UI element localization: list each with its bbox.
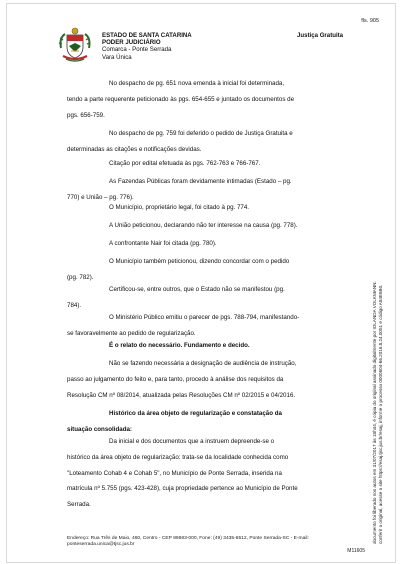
paragraph bbox=[67, 156, 363, 172]
text-line: Citação por edital efetuada às pgs. 762-763 e 766-767. bbox=[109, 160, 261, 167]
district-name: Comarca - Ponte Serrada bbox=[102, 46, 172, 54]
text-line: matrícula nº 5.755 (pgs. 423-428), cuja propriedade pertence ao Município de Ponte bbox=[67, 485, 298, 493]
text-line: se favoravelmente ao pedido de regularização. bbox=[67, 329, 196, 337]
paragraph bbox=[67, 434, 363, 513]
text-line: "Loteamento Cohab 4 e Cohab 5", no Município de Ponte Serrada, inserida na bbox=[67, 469, 282, 477]
side-text bbox=[372, 124, 384, 544]
text-line: passo ao julgamento do feito e, para tanto, procedo à análise dos requisitos da bbox=[67, 375, 284, 383]
page-footer bbox=[67, 536, 367, 554]
text-line: Não se fazendo necessária a designação de audiência de instrução, bbox=[109, 360, 297, 367]
paragraph bbox=[67, 236, 363, 252]
paragraph bbox=[67, 218, 363, 234]
paragraph bbox=[67, 282, 363, 314]
paragraph bbox=[67, 254, 363, 286]
text-line: No despacho de pg. 651 nova emenda à inicial foi determinada, bbox=[109, 80, 285, 87]
text-line: situação consolidada: bbox=[67, 425, 132, 433]
text-line: A União peticionou, declarando não ter interesse na causa (pg. 778). bbox=[109, 222, 298, 229]
text-line: Da inicial e dos documentos que a instruem depreende-se o bbox=[109, 438, 275, 445]
footer-code: M11605 bbox=[347, 548, 365, 554]
text-line: O Município também peticionou, dizendo concordar com o pedido bbox=[109, 258, 290, 265]
sheet-number: fls. 905 bbox=[361, 18, 379, 24]
text-line: histórico da área objeto de regularização: trata-se da localidade conhecida como bbox=[67, 453, 289, 461]
header-lines bbox=[102, 32, 192, 61]
text-line: 784). bbox=[67, 301, 82, 309]
text-line: Certificou-se, entre outros, que o Estado não se manifestou (pg. bbox=[109, 286, 285, 293]
paragraph bbox=[67, 356, 363, 403]
text-line: Histórico da área objeto de regularização e constatação da bbox=[109, 410, 282, 417]
text-line: O Município, proprietário legal, foi citado à pg. 774. bbox=[109, 204, 249, 211]
paragraph bbox=[67, 126, 363, 158]
document-page bbox=[6, 3, 396, 563]
paragraph bbox=[67, 310, 363, 342]
coat-of-arms-icon bbox=[57, 26, 93, 64]
text-line: No despacho de pg. 759 foi deferido o pedido de Justiça Gratuita e bbox=[109, 130, 293, 137]
text-line: (pg. 782). bbox=[67, 273, 94, 281]
paragraph bbox=[67, 76, 363, 123]
document-header bbox=[65, 26, 375, 70]
judiciary-name: PODER JUDICIÁRIO bbox=[102, 39, 161, 47]
side-line-1: documento foi liberado nos autos em 31/07/2017 às 18h44, é cópia do original assinado digitalmente por IOLANDA VOLKMANN. bbox=[372, 281, 377, 544]
text-line: É o relato do necessário. Fundamento e decido. bbox=[109, 342, 250, 349]
paragraph bbox=[67, 200, 363, 216]
text-line: Serrada. bbox=[67, 501, 91, 509]
text-line: pgs. 656-759. bbox=[67, 111, 105, 119]
court-name: Vara Única bbox=[102, 53, 132, 61]
free-justice-label: Justiça Gratuita bbox=[297, 32, 344, 39]
text-line: tendo a parte requerente peticionado às pgs. 654-655 e juntado os documentos de bbox=[67, 95, 295, 103]
section-heading bbox=[67, 406, 363, 438]
state-name: ESTADO DE SANTA CATARINA bbox=[102, 32, 192, 39]
text-line: As Fazendas Públicas foram devidamente intimadas (Estado – pg. bbox=[109, 178, 292, 185]
text-line: determinadas as citações e notificações devidas. bbox=[67, 145, 202, 153]
side-line-2: conferir o original, acesse o site https://esaj.tjsc.jus.br/esaj, informe o processo 0000604-66.2016.8.24.0051 e código A84E6B0. bbox=[378, 284, 383, 544]
text-line: 770) e União – pg. 776). bbox=[67, 193, 134, 201]
text-line: A confrontante Nair foi citada (pg. 780). bbox=[109, 240, 217, 247]
footer-email: ponteserrada.unica@tjsc.jus.br bbox=[67, 542, 135, 548]
footer-address: Endereço: Rua Três de Maio, 460, Centro - CEP 89683-000, Fone: (49) 3435-6512, Ponte Serrada-SC - E-mail: bbox=[67, 536, 309, 541]
paragraph bbox=[67, 338, 363, 354]
side-verification-note bbox=[372, 124, 396, 544]
text-line: O Ministério Público emitiu o parecer de pgs. 788-794, manifestando- bbox=[109, 314, 300, 321]
text-line: Resolução CM nº 08/2014, atualizada pelas Resoluções CM nº 02/2015 e 04/2016. bbox=[67, 391, 296, 399]
